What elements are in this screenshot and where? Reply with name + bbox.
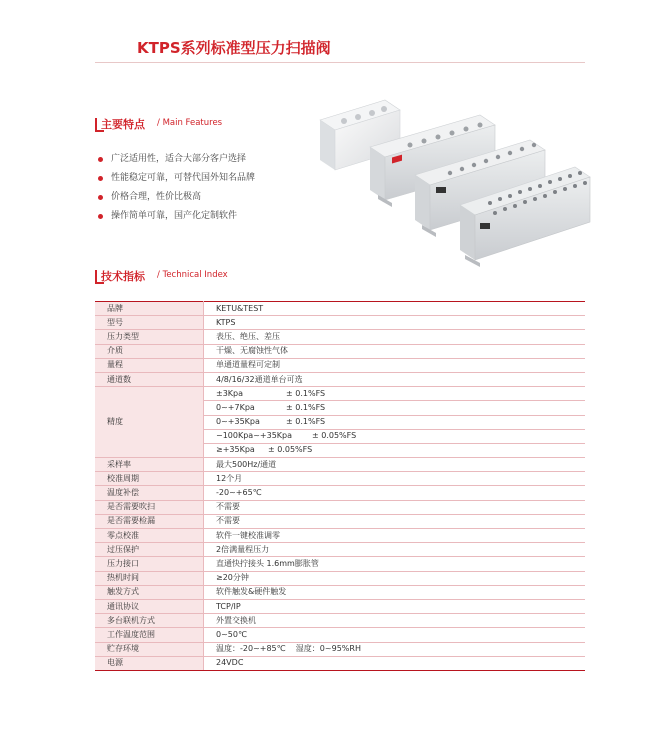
table-row: 工作温度范围 0~50℃ (95, 628, 585, 642)
table-row: 品牌 KETU&TEST (95, 302, 585, 316)
page-title: KTPS系列标准型压力扫描阀 (137, 39, 331, 57)
table-row: 零点校准 软件一键校准调零 (95, 529, 585, 543)
table-row: 型号 KTPS (95, 316, 585, 330)
table-row: 贮存环境 温度：-20~+85℃ 湿度：0~95%RH (95, 642, 585, 656)
table-row: 电源 24VDC (95, 656, 585, 670)
table-row: 过压保护 2倍满量程压力 (95, 543, 585, 557)
table-row: 是否需要检漏 不需要 (95, 514, 585, 528)
table-row: 0~+7Kpa ± 0.1%FS (95, 401, 585, 415)
table-row: 热机时间 ≥20分钟 (95, 571, 585, 585)
features-heading-cn: 主要特点 (101, 118, 145, 131)
bullet-icon (98, 176, 103, 181)
table-row: 压力类型 表压、绝压、差压 (95, 330, 585, 344)
table-row: 触发方式 软件触发&硬件触发 (95, 585, 585, 599)
table-row: 介质 干燥、无腐蚀性气体 (95, 344, 585, 358)
table-row: 量程 单通道量程可定制 (95, 358, 585, 372)
table-row: ≥+35Kpa ± 0.05%FS (95, 443, 585, 457)
features-list (97, 150, 255, 226)
spec-heading-cn: 技术指标 (101, 270, 145, 283)
product-image (310, 95, 600, 270)
bullet-icon (98, 195, 103, 200)
table-row: 精度 ±3Kpa ± 0.1%FS (95, 387, 585, 401)
table-row: 通道数 4/8/16/32通道单台可选 (95, 372, 585, 386)
spec-table (95, 301, 585, 671)
table-row: −100Kpa~+35Kpa ± 0.05%FS (95, 429, 585, 443)
bullet-icon (98, 214, 103, 219)
spec-heading-en: / Technical Index (157, 270, 228, 280)
feature-item: 操作简单可靠，国产化定制软件 (97, 207, 255, 226)
table-row: 采样率 最大500Hz/通道 (95, 458, 585, 472)
feature-item: 性能稳定可靠，可替代国外知名品牌 (97, 169, 255, 188)
title-divider (95, 62, 585, 63)
bullet-icon (98, 157, 103, 162)
table-row: 压力接口 直通快拧接头 1.6mm膨胀管 (95, 557, 585, 571)
table-row: 通讯协议 TCP/IP (95, 599, 585, 613)
table-row: 校准周期 12个月 (95, 472, 585, 486)
table-row: 是否需要吹扫 不需要 (95, 500, 585, 514)
table-row: 多台联机方式 外置交换机 (95, 614, 585, 628)
feature-item: 价格合理，性价比极高 (97, 188, 255, 207)
table-row: 温度补偿 -20~+65℃ (95, 486, 585, 500)
features-heading-en: / Main Features (157, 118, 223, 128)
table-row: 0~+35Kpa ± 0.1%FS (95, 415, 585, 429)
feature-item: 广泛适用性，适合大部分客户选择 (97, 150, 255, 169)
